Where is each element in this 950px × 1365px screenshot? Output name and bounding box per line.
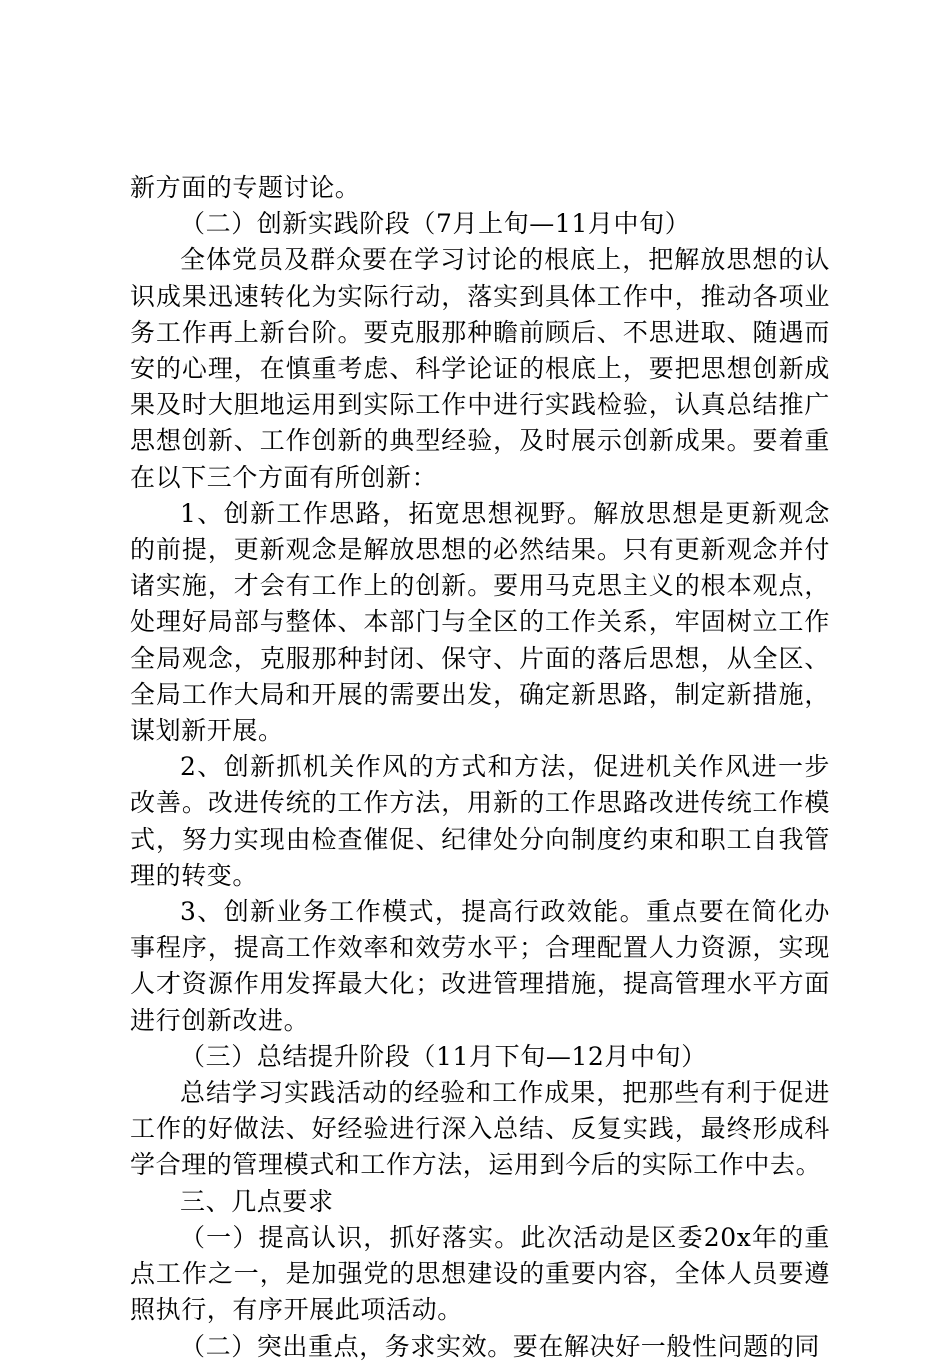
paragraph-summary: 总结学习实践活动的经验和工作成果，把那些有利于促进工作的好做法、好经验进行深入总结、反复实践，最终形成科学合理的管理模式和工作方法，运用到今后的实际工作中去。 — [130, 1078, 830, 1180]
section-heading-requirements: 三、几点要求 — [180, 1186, 334, 1216]
paragraph-requirement-2: （二）突出重点，务求实效。要在解决好一般性问题的同 — [180, 1331, 821, 1361]
section-heading-summary: （三）总结提升阶段（11月下旬—12月中旬） — [180, 1041, 707, 1071]
paragraph-continuation: 新方面的专题讨论。 — [130, 173, 361, 202]
paragraph-item-1: 1、创新工作思路，拓宽思想视野。解放思想是更新观念的前提，更新观念是解放思想的必然结果。只有更新观念并付诸实施，才会有工作上的创新。要用马克思主义的根本观点，处理好局部与整体、本部门与全区的工作关系，牢固树立工作全局观念，克服那种封闭、保守、片面的落后思想，从全区、全局工作大局和开展的需要出发，确定新思路，制定新措施，谋划新开展。 — [130, 498, 830, 746]
paragraph-requirement-1: （一）提高认识，抓好落实。此次活动是区委20x年的重点工作之一，是加强党的思想建设的重要内容，全体人员要遵照执行，有序开展此项活动。 — [130, 1222, 830, 1325]
paragraph-innovation-practice: 全体党员及群众要在学习讨论的根底上，把解放思想的认识成果迅速转化为实际行动，落实到具体工作中，推动各项业务工作再上新台阶。要克服那种瞻前顾后、不思进取、随遇而安的心理，在慎重考虑、科学论证的根底上，要把思想创新成果及时大胆地运用到实际工作中进行实践检验，认真总结推广思想创新、工作创新的典型经验，及时展示创新成果。要着重在以下三个方面有所创新： — [130, 245, 830, 492]
paragraph-item-3: 3、创新业务工作模式，提高行政效能。重点要在简化办事程序，提高工作效率和效劳水平；合理配置人力资源，实现人才资源作用发挥最大化；改进管理措施，提高管理水平方面进行创新改进。 — [130, 897, 830, 1035]
section-heading-innovation-practice: （二）创新实践阶段（7月上旬—11月中旬） — [180, 209, 691, 239]
document-body — [130, 170, 830, 1365]
paragraph-item-2: 2、创新抓机关作风的方式和方法，促进机关作风进一步改善。改进传统的工作方法，用新的工作思路改进传统工作模式，努力实现由检查催促、纪律处分向制度约束和职工自我管理的转变。 — [130, 752, 830, 890]
